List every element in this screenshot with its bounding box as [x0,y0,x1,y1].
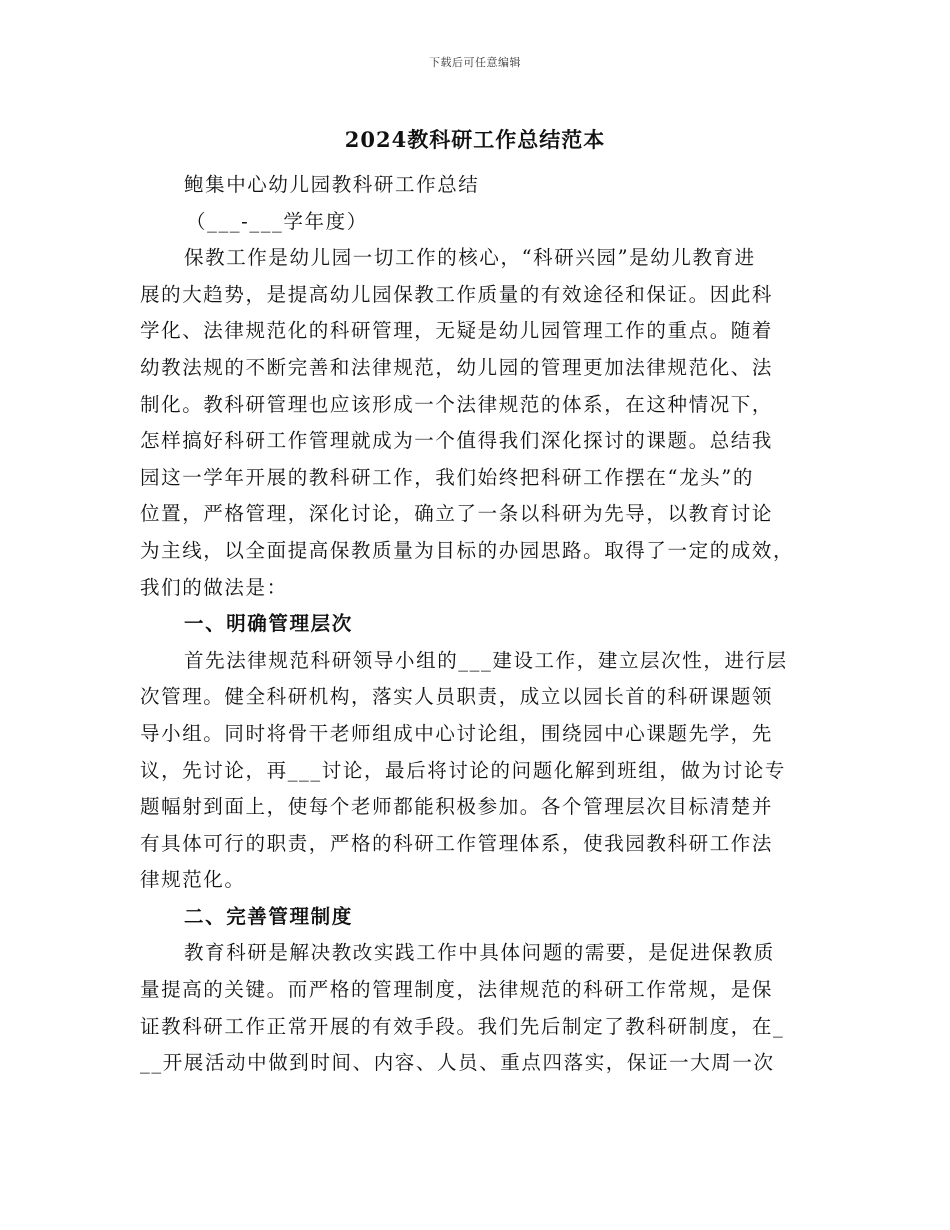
text-line: 怎样搞好科研工作管理就成为一个值得我们深化探讨的课题。总结我 [140,429,774,453]
text-line: 幼教法规的不断完善和法律规范，幼儿园的管理更加法律规范化、法 [140,355,774,379]
text-line: 学化、法律规范化的科研管理，无疑是幼儿园管理工作的重点。随着 [140,319,774,343]
text-line: 量提高的关键。而严格的管理制度，法律规范的科研工作常规，是保 [140,978,774,1002]
text-line: 教育科研是解决教改实践工作中具体问题的需要，是促进保教质 [184,941,775,965]
section-heading: 二、完善管理制度 [184,904,353,928]
text-line: 为主线，以全面提高保教质量为目标的办园思路。取得了一定的成效， [140,538,795,562]
text-line: 律规范化。 [140,868,246,892]
text-line: 有具体可行的职责，严格的科研工作管理体系，使我园教科研工作法 [140,831,774,855]
section-heading: 一、明确管理层次 [184,612,353,636]
text-line: 制化。教科研管理也应该形成一个法律规范的体系，在这种情况下， [140,392,774,416]
text-line: 位置，严格管理，深化讨论，确立了一条以科研为先导，以教育讨论 [140,502,774,526]
page-header-note: 下载后可任意编辑 [429,56,521,69]
text-line: 议，先讨论，再___讨论，最后将讨论的问题化解到班组，做为讨论专 [140,758,786,782]
text-line: __开展活动中做到时间、内容、人员、重点四落实，保证一大周一次 [140,1051,775,1075]
text-line: 园这一学年开展的教科研工作，我们始终把科研工作摆在“龙头”的 [140,465,754,489]
text-line: 题幅射到面上，使每个老师都能积极参加。各个管理层次目标清楚并 [140,795,774,819]
text-line: 我们的做法是： [140,575,288,599]
text-line: 导小组。同时将骨干老师组成中心讨论组，围绕园中心课题先学，先 [140,721,774,745]
document-body [140,167,826,1082]
text-line: 保教工作是幼儿园一切工作的核心，“科研兴园”是幼儿教育进 [184,246,756,270]
document-title: 2024教科研工作总结范本 [344,127,606,152]
text-line: 证教科研工作正常开展的有效手段。我们先后制定了教科研制度，在_ [140,1014,785,1038]
text-line: （___-___学年度） [186,209,368,233]
text-line: 鲍集中心幼儿园教科研工作总结 [184,173,480,196]
text-line: 首先法律规范科研领导小组的___建设工作，建立层次性，进行层 [184,648,788,672]
text-line: 展的大趋势，是提高幼儿园保教工作质量的有效途径和保证。因此科 [140,282,774,306]
text-line: 次管理。健全科研机构，落实人员职责，成立以园长首的科研课题领 [140,685,774,709]
